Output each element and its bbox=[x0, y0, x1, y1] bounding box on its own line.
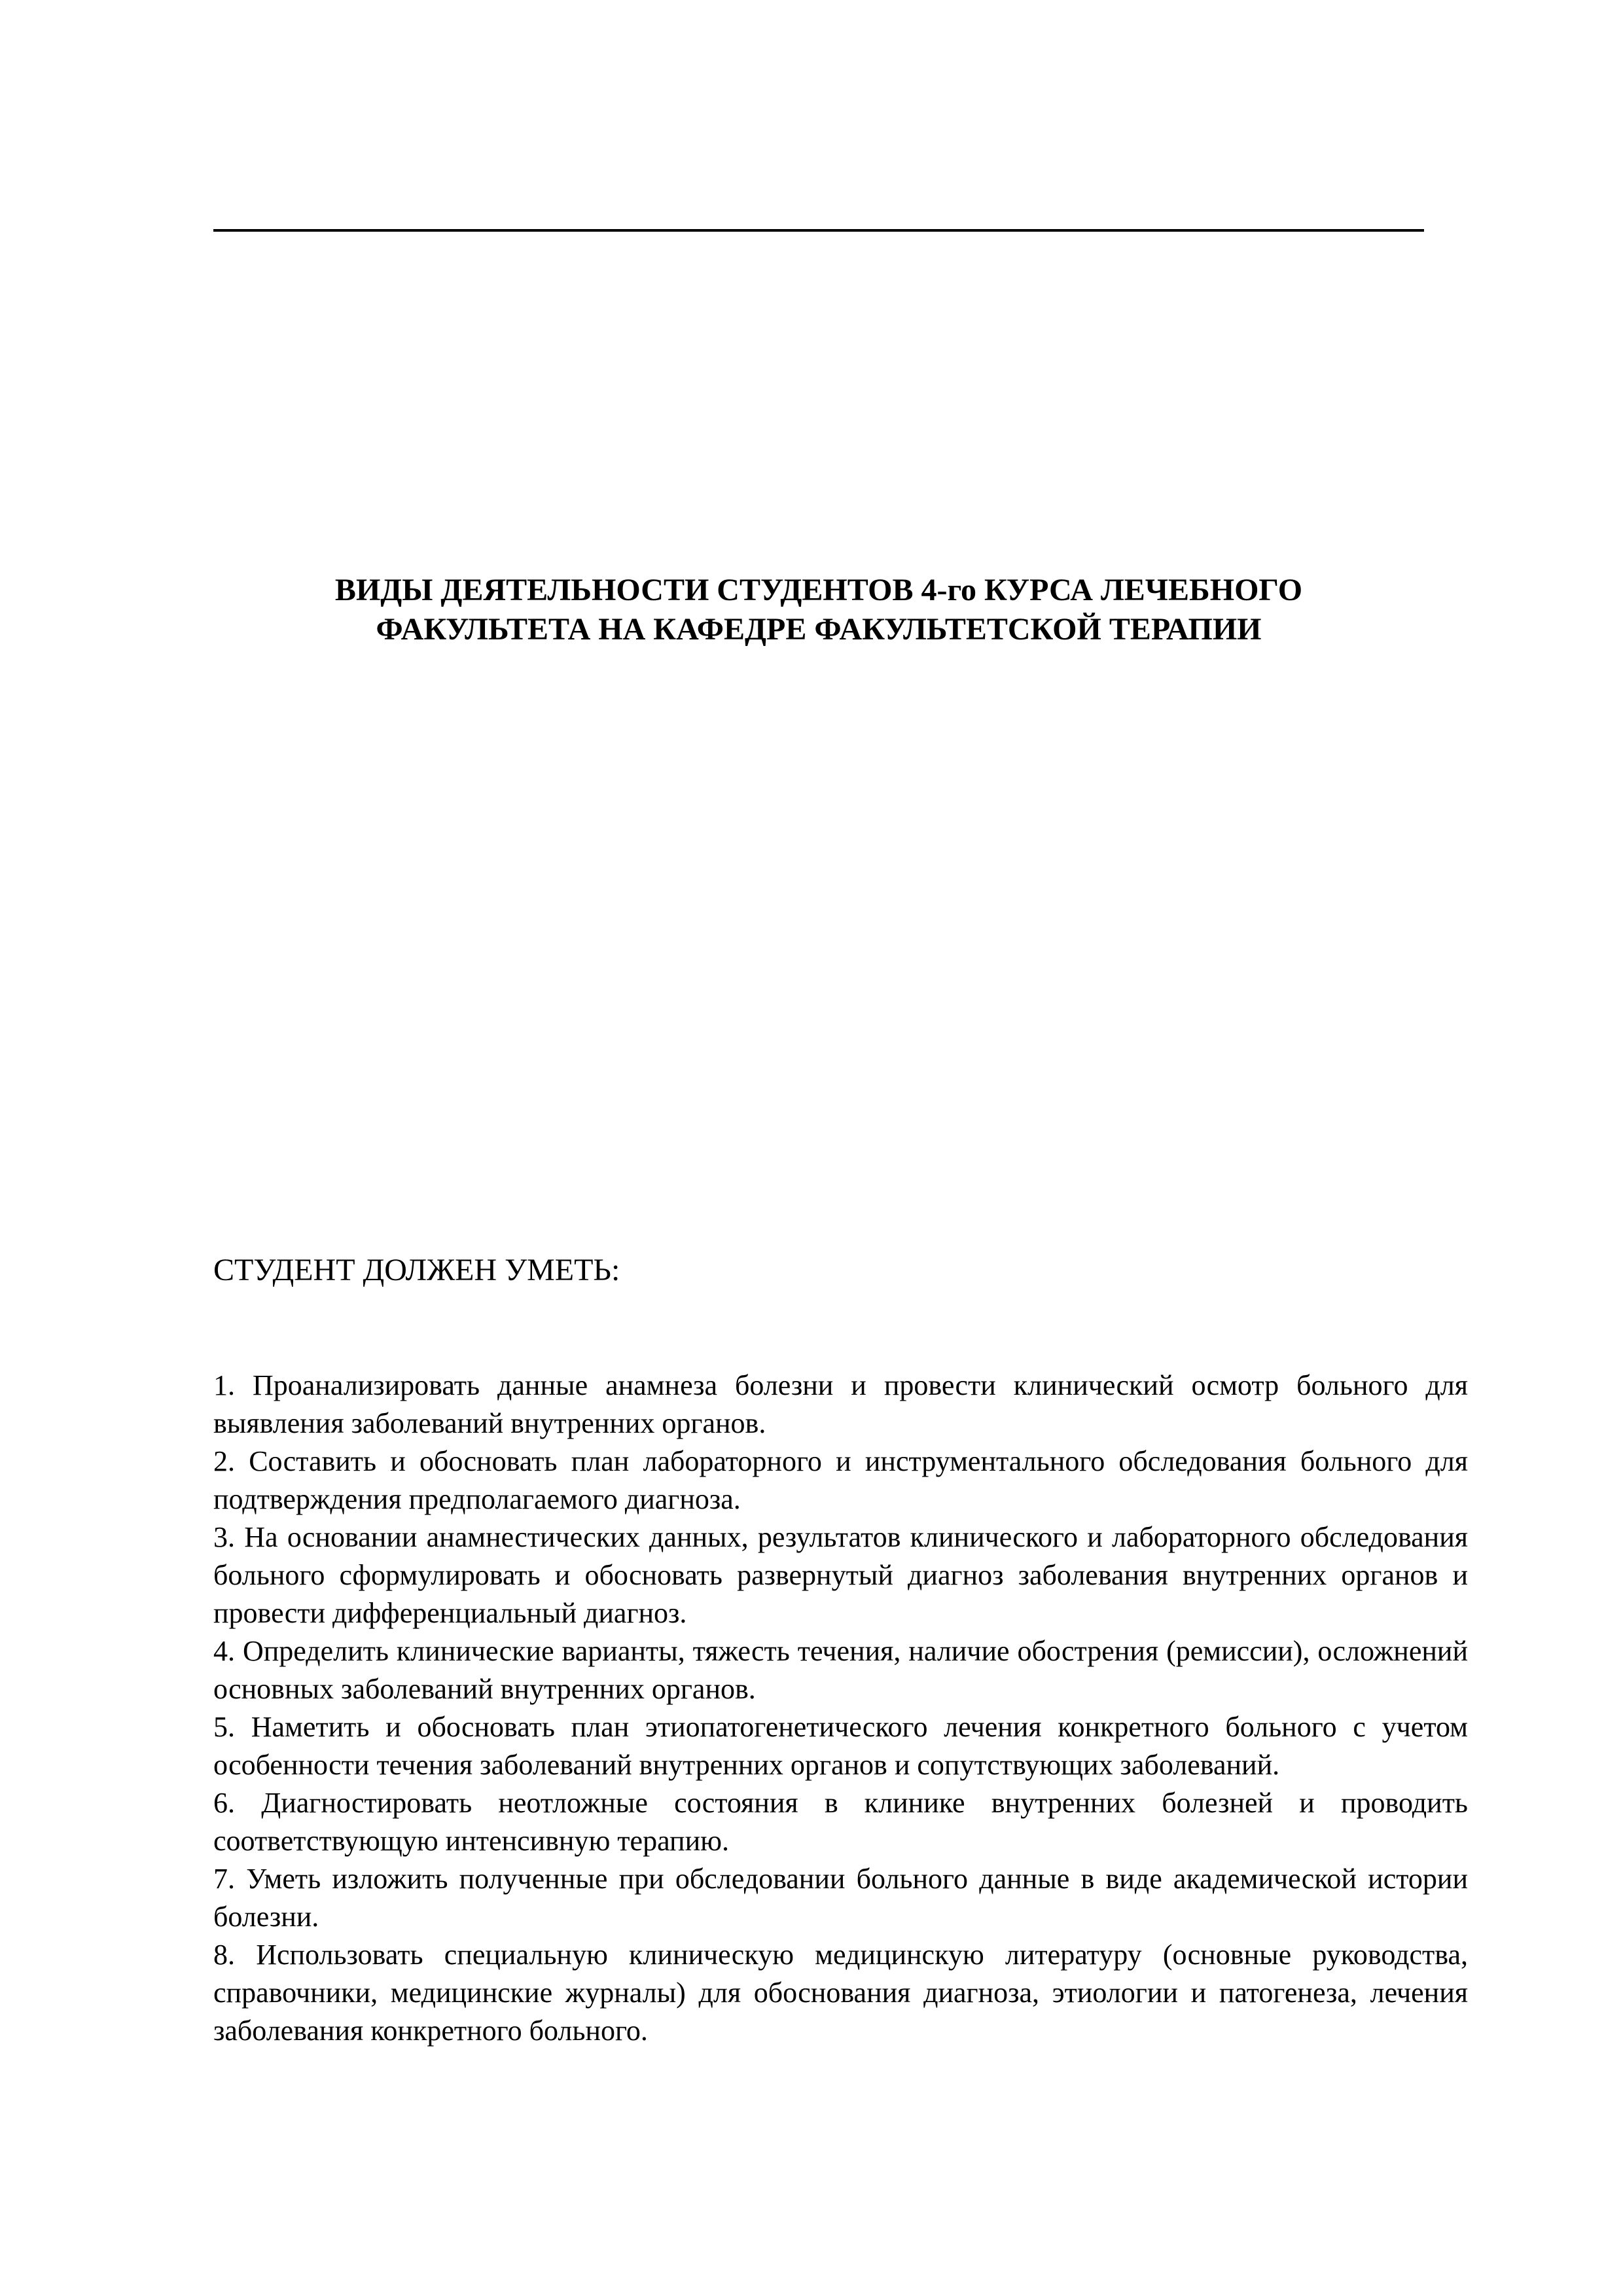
list-item: 3. На основании анамнестических данных, результатов клинического и лабораторного обследования больного сформулировать и обосновать развернутый диагноз заболевания внутренних органов и провести дифференциальный диагноз. bbox=[213, 1521, 1468, 1629]
list-item: 2. Составить и обосновать план лабораторного и инструментального обследования больного для подтверждения предполагаемого диагноза. bbox=[213, 1445, 1468, 1515]
list-item: 6. Диагностировать неотложные состояния в клинике внутренних болезней и проводить соответствующую интенсивную терапию. bbox=[213, 1787, 1468, 1857]
header-rule bbox=[213, 229, 1424, 232]
title-line-2: ФАКУЛЬТЕТА НА КАФЕДРЕ ФАКУЛЬТЕТСКОЙ ТЕРАПИИ bbox=[376, 612, 1262, 647]
section-subheading: СТУДЕНТ ДОЛЖЕН УМЕТЬ: bbox=[213, 1253, 620, 1287]
title-line-1: ВИДЫ ДЕЯТЕЛЬНОСТИ СТУДЕНТОВ 4-го КУРСА ЛЕЧЕБНОГО bbox=[334, 573, 1303, 607]
list-item: 7. Уметь изложить полученные при обследовании больного данные в виде академической истории болезни. bbox=[213, 1863, 1468, 1933]
list-item: 8. Использовать специальную клиническую медицинскую литературу (основные руководства, справочники, медицинские журналы) для обоснования диагноза, этиологии и патогенеза, лечения заболевания конкретного больного. bbox=[213, 1939, 1468, 2047]
document-title bbox=[213, 571, 1424, 649]
list-item: 5. Наметить и обосновать план этиопатогенетического лечения конкретного больного с учетом особенности течения заболеваний внутренних органов и сопутствующих заболеваний. bbox=[213, 1711, 1468, 1781]
list-item: 1. Проанализировать данные анамнеза болезни и провести клинический осмотр больного для выявления заболеваний внутренних органов. bbox=[213, 1369, 1468, 1439]
list-item: 4. Определить клинические варианты, тяжесть течения, наличие обострения (ремиссии), осложнений основных заболеваний внутренних органов. bbox=[213, 1635, 1468, 1705]
skills-list bbox=[213, 1367, 1468, 2050]
